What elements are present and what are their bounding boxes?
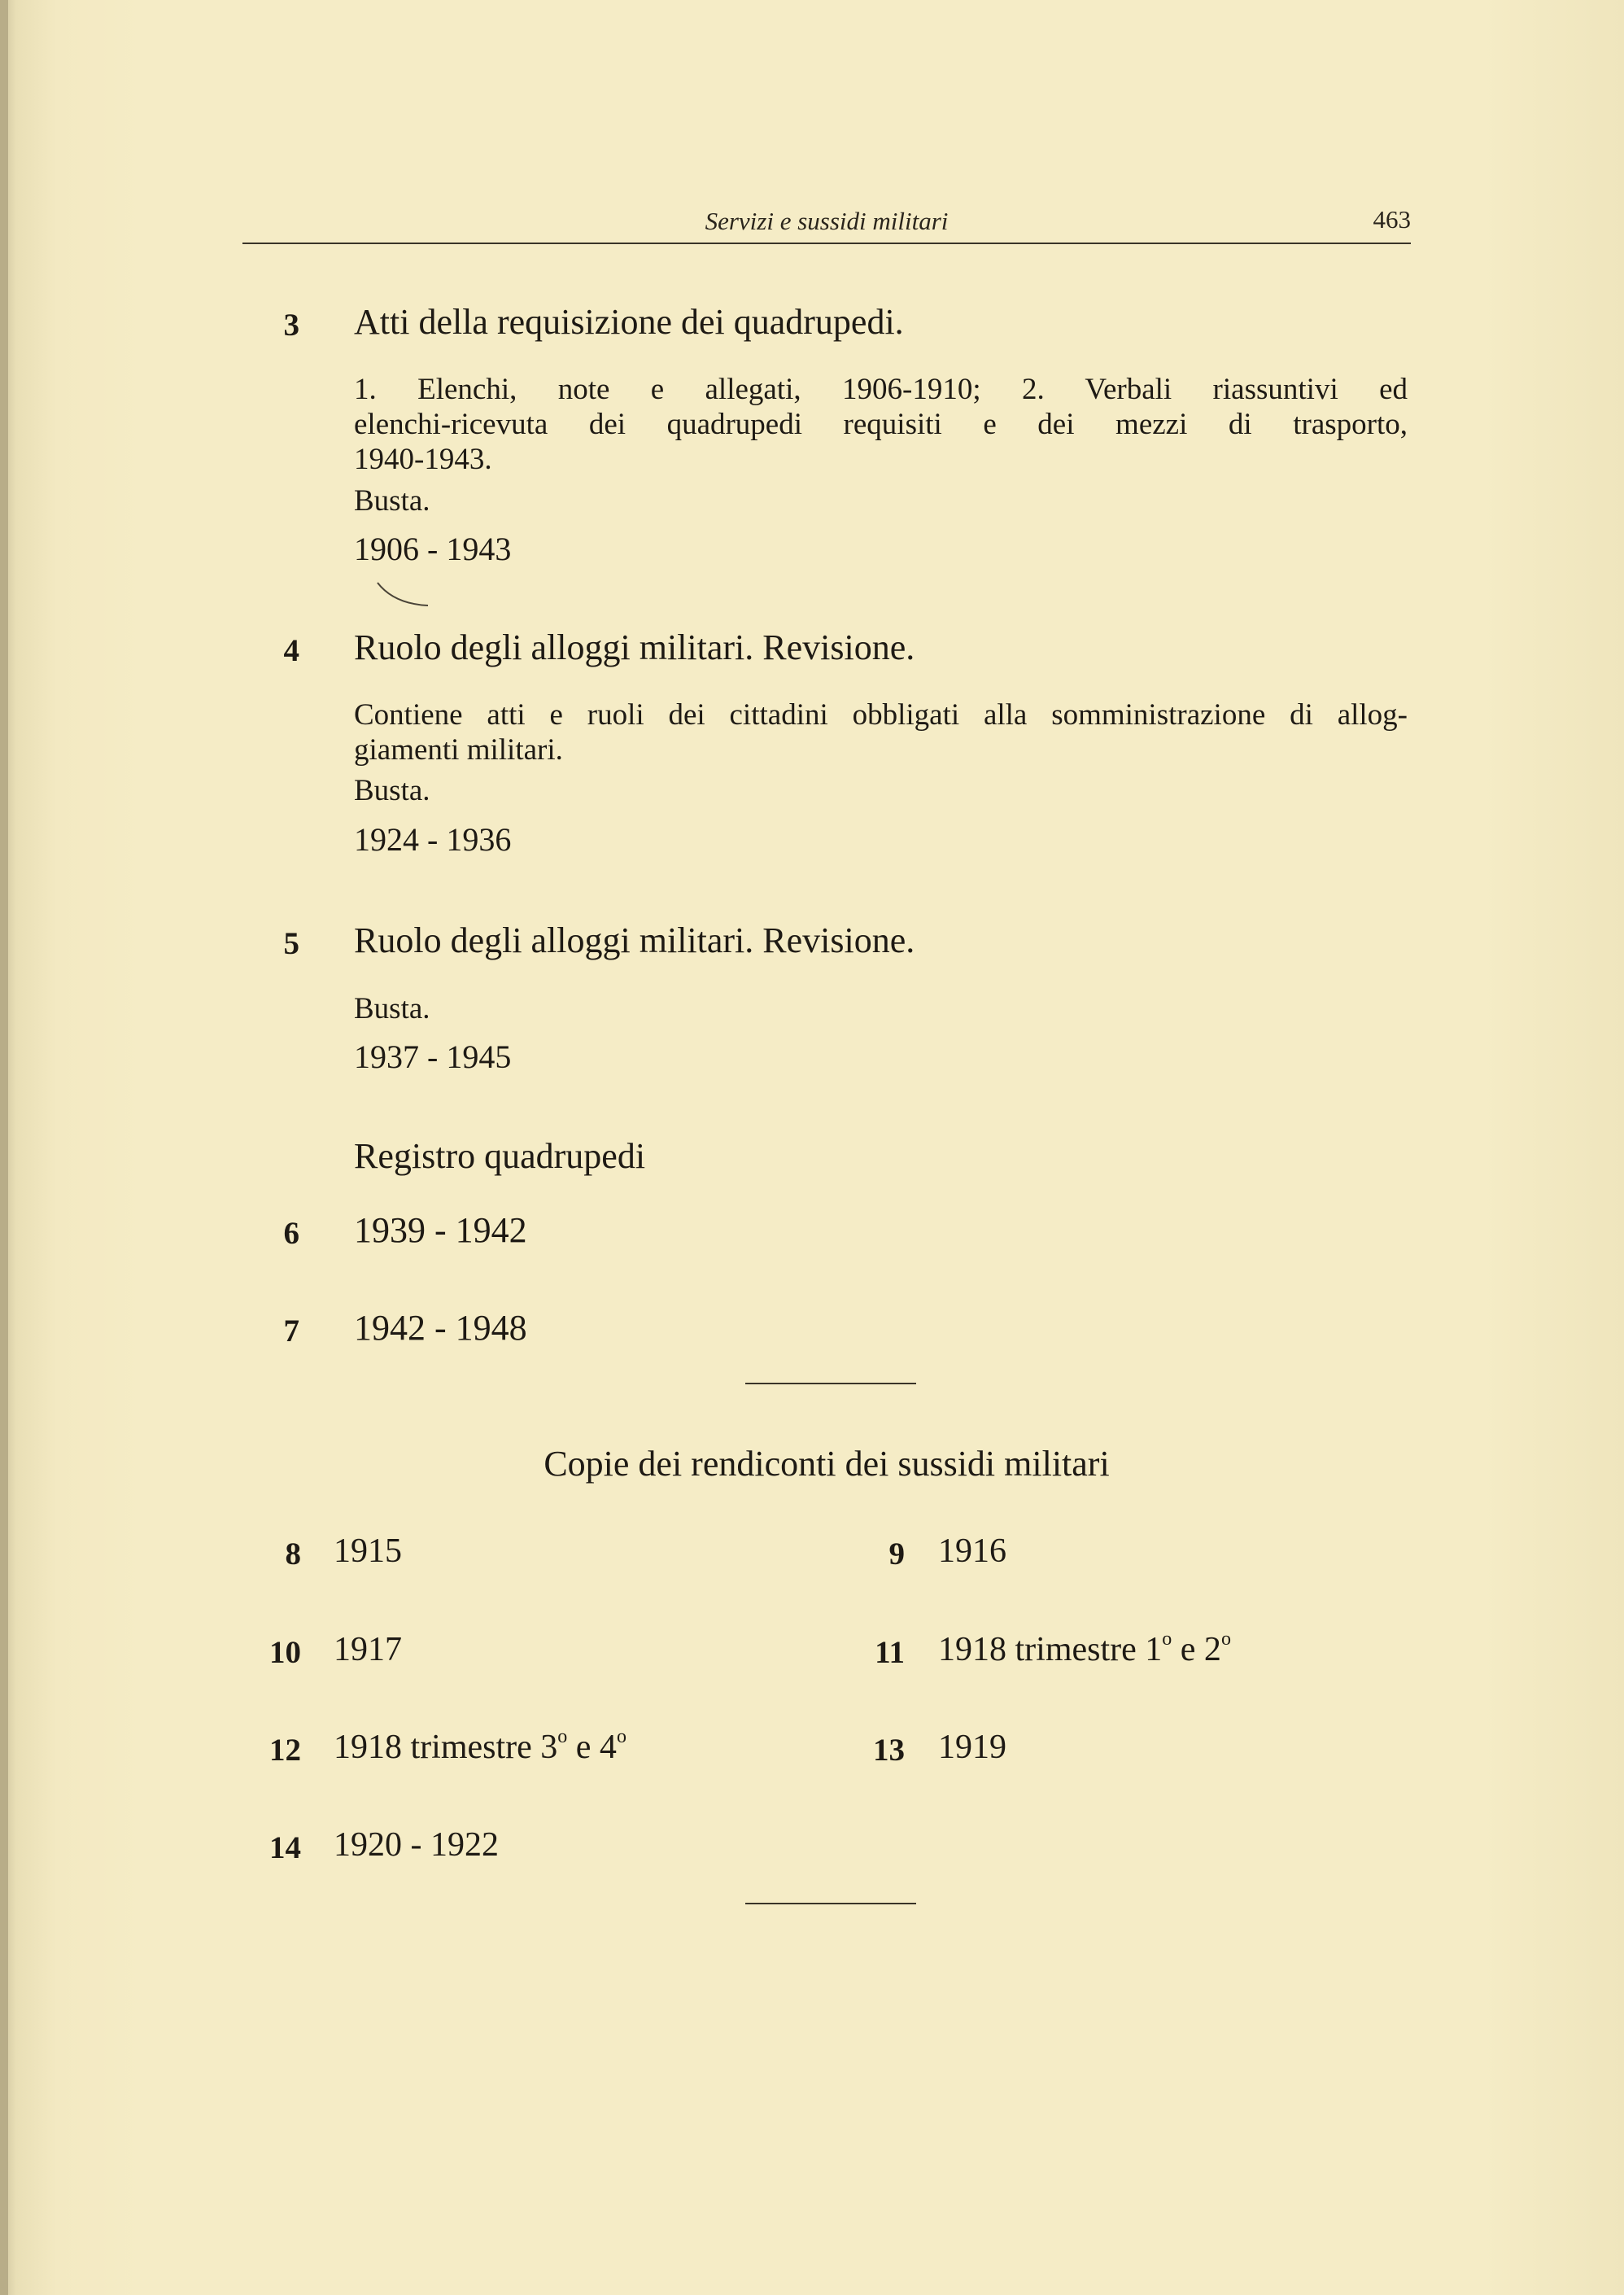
- entry-number: 14: [269, 1830, 301, 1865]
- copie-item-text: [334, 1728, 626, 1767]
- entry-title: Ruolo degli alloggi militari. Revisione.: [354, 627, 915, 667]
- registro-dates: 1942 - 1948: [354, 1308, 527, 1348]
- copie-item-text: 1917: [334, 1631, 402, 1668]
- ordinal-marker: o: [616, 1726, 626, 1747]
- entry-number: 11: [875, 1635, 905, 1670]
- entry-number: 10: [269, 1635, 301, 1670]
- ordinal-marker: o: [557, 1726, 568, 1747]
- copie-item-text: [938, 1630, 1231, 1669]
- entry-container: Busta.: [354, 992, 430, 1025]
- entry-container: Busta.: [354, 774, 430, 807]
- entry-title: Atti della requisizione dei quadrupedi.: [354, 302, 904, 342]
- entry-number: 7: [283, 1314, 299, 1349]
- entry-description: [354, 372, 1408, 477]
- ordinal-marker: o: [1162, 1628, 1172, 1650]
- ordinal-marker: o: [1220, 1628, 1231, 1650]
- pencil-mark: [376, 579, 433, 612]
- entry-number: 6: [283, 1216, 299, 1251]
- copie-item-text: 1919: [938, 1729, 1006, 1766]
- copie-item-text: 1915: [334, 1532, 402, 1570]
- header-rule: [242, 243, 1411, 244]
- copie-item-mid: e 2: [1172, 1631, 1221, 1668]
- description-line: 1. Elenchi, note e allegati, 1906-1910; 2. Verbali riassuntivi ed: [354, 373, 1408, 406]
- entry-dates: 1937 - 1945: [354, 1038, 512, 1075]
- copie-item-main: 1918 trimestre 1: [938, 1631, 1163, 1668]
- entry-dates: 1924 - 1936: [354, 821, 512, 858]
- registro-heading: Registro quadrupedi: [354, 1136, 646, 1176]
- header-title: Servizi e sussidi militari: [705, 207, 949, 235]
- entry-number: 9: [888, 1537, 905, 1572]
- copie-item-text: 1920 - 1922: [334, 1826, 499, 1864]
- section-divider: [745, 1383, 916, 1384]
- entry-number: 3: [283, 308, 299, 343]
- description-line: elenchi-ricevuta dei quadrupedi requisiti e dei mezzi di trasporto,: [354, 408, 1408, 441]
- entry-number: 12: [269, 1733, 301, 1768]
- entry-description: [354, 697, 1408, 767]
- entry-container: Busta.: [354, 484, 430, 518]
- entry-number: 4: [283, 633, 299, 668]
- description-line: Contiene atti e ruoli dei cittadini obbligati alla somministrazione di allog-: [354, 698, 1408, 732]
- description-line: giamenti militari.: [354, 733, 563, 767]
- registro-dates: 1939 - 1942: [354, 1210, 527, 1250]
- running-header: [242, 202, 1411, 241]
- copie-item-main: 1918 trimestre 3: [334, 1729, 558, 1766]
- entry-title: Ruolo degli alloggi militari. Revisione.: [354, 920, 915, 960]
- description-line: 1940-1943.: [354, 443, 492, 476]
- copie-item-mid: e 4: [567, 1729, 617, 1766]
- section-divider: [745, 1903, 916, 1904]
- entry-number: 5: [283, 926, 299, 961]
- entry-number: 13: [873, 1733, 905, 1768]
- copie-item-text: 1916: [938, 1532, 1006, 1570]
- entry-number: 8: [285, 1537, 301, 1572]
- copie-heading: Copie dei rendiconti dei sussidi militari: [544, 1444, 1110, 1484]
- book-spine-shadow: [0, 0, 8, 2295]
- page-number: 463: [1373, 205, 1411, 234]
- entry-dates: 1906 - 1943: [354, 531, 512, 567]
